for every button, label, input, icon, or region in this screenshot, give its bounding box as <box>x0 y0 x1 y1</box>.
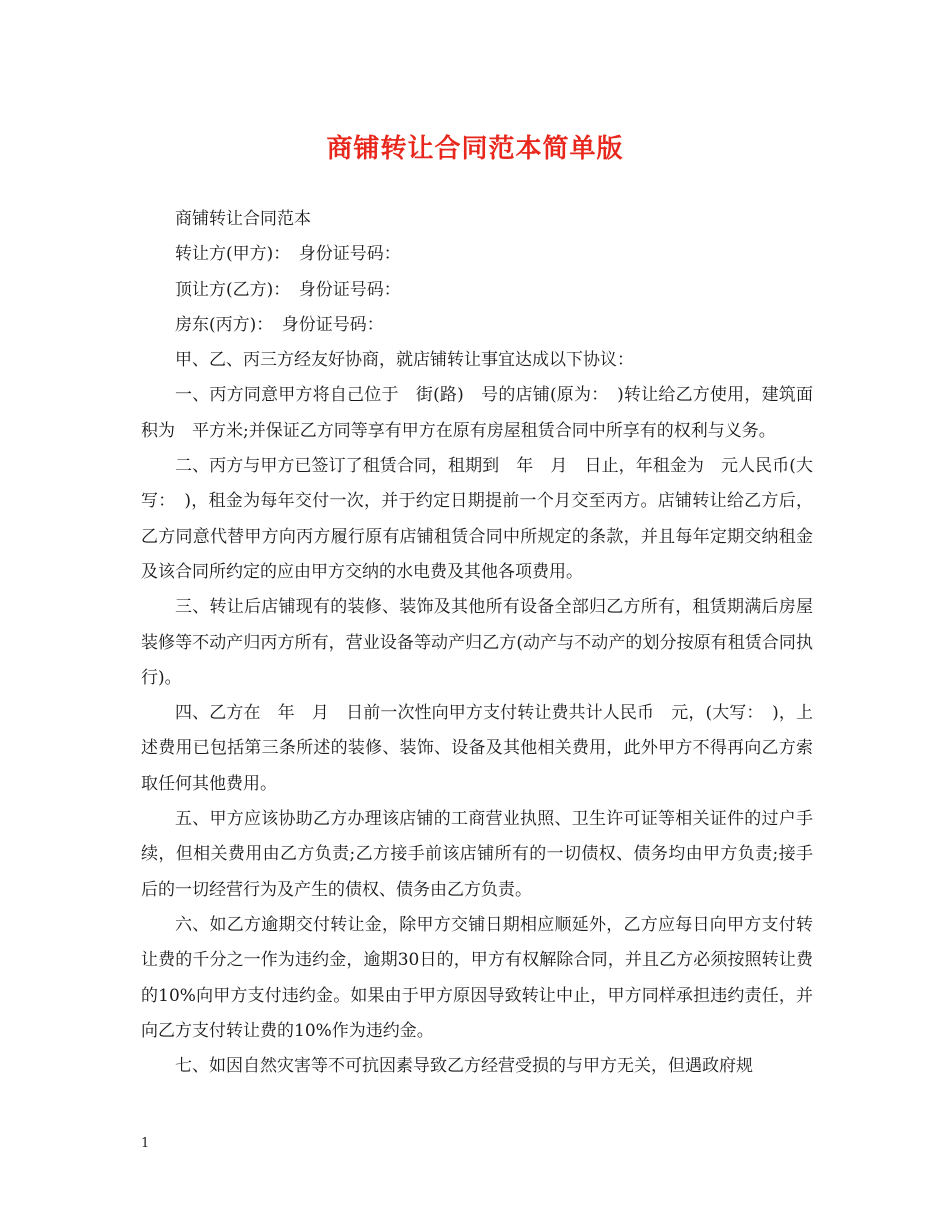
page-number: 1 <box>141 1136 150 1151</box>
document-title: 商铺转让合同范本简单版 <box>326 134 624 164</box>
clause-6: 六、如乙方逾期交付转让金，除甲方交铺日期相应顺延外，乙方应每日向甲方支付转让费的千分之一作为违约金，逾期30日的，甲方有权解除合同，并且乙方必须按照转让费的10%向甲方支付违约金。如果由于甲方原因导致转让中止，甲方同样承担违约责任，并向乙方支付转让费的10%作为违约金。 <box>141 914 813 1041</box>
paragraph-transferee: 顶让方(乙方)： 身份证号码： <box>175 279 401 300</box>
paragraph-agreement-intro: 甲、乙、丙三方经友好协商，就店铺转让事宜达成以下协议： <box>175 350 634 371</box>
clause-1: 一、丙方同意甲方将自己位于 街(路) 号的店铺(原为： )转让给乙方使用，建筑面积为 平方米;并保证乙方同等享有甲方在原有房屋租赁合同中所享有的权利与义务。 <box>141 385 813 441</box>
clause-7: 七、如因自然灾害等不可抗因素导致乙方经营受损的与甲方无关，但遇政府规 <box>175 1056 753 1077</box>
clause-2: 二、丙方与甲方已签订了租赁合同，租期到 年 月 日止，年租金为 元人民币(大写： )，租金为每年交付一次，并于约定日期提前一个月交至丙方。店铺转让给乙方后，乙方同意代替甲方向丙方履行原有店铺租赁合同中所规定的条款，并且每年定期交纳租金及该合同所约定的应由甲方交纳的水电费及其他各项费用。 <box>141 456 813 582</box>
paragraph-heading: 商铺转让合同范本 <box>175 209 311 229</box>
document-body <box>141 202 813 1084</box>
clause-5: 五、甲方应该协助乙方办理该店铺的工商营业执照、卫生许可证等相关证件的过户手续，但相关费用由乙方负责;乙方接手前该店铺所有的一切债权、债务均由甲方负责;接手后的一切经营行为及产生的债权、债务由乙方负责。 <box>141 809 813 900</box>
clause-4: 四、乙方在 年 月 日前一次性向甲方支付转让费共计人民币 元，(大写： )，上述费用已包括第三条所述的装修、装饰、设备及其他相关费用，此外甲方不得再向乙方索取任何其他费用。 <box>141 703 813 794</box>
clause-3: 三、转让后店铺现有的装修、装饰及其他所有设备全部归乙方所有，租赁期满后房屋装修等不动产归丙方所有，营业设备等动产归乙方(动产与不动产的划分按原有租赁合同执行)。 <box>141 597 813 688</box>
paragraph-transferor: 转让方(甲方)： 身份证号码： <box>175 244 401 265</box>
paragraph-landlord: 房东(丙方)： 身份证号码： <box>175 314 384 335</box>
